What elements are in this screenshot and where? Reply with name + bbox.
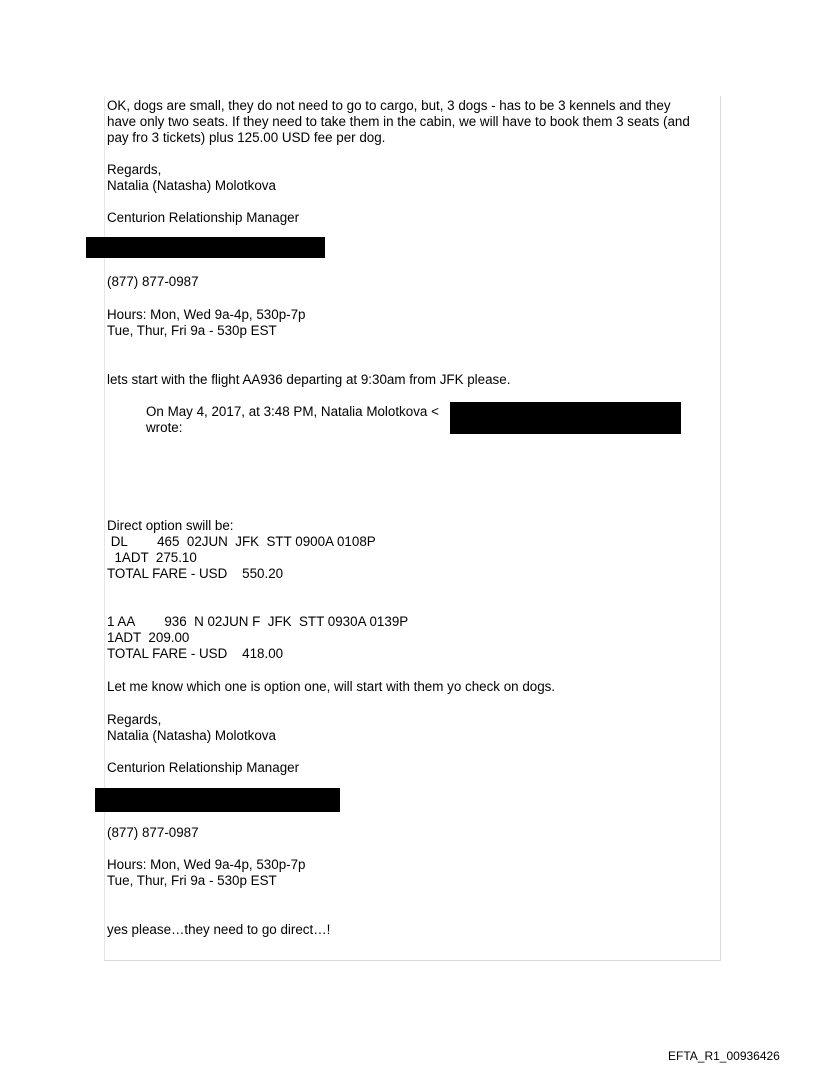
signature-regards: Regards, [107,712,162,727]
message-line: pay fro 3 tickets) plus 125.00 USD fee per dog. [107,130,386,145]
signature-phone: (877) 877-0987 [107,274,199,289]
signature-regards: Regards, [107,162,162,177]
redaction-bar [95,788,340,812]
signature-title: Centurion Relationship Manager [107,760,300,775]
quote-header: wrote: [146,420,183,435]
quote-header: On May 4, 2017, at 3:48 PM, Natalia Molotkova < [146,404,439,419]
fare-line: 1ADT 209.00 [107,630,190,645]
signature-hours: Hours: Mon, Wed 9a-4p, 530p-7p [107,307,306,322]
message-line: OK, dogs are small, they do not need to go to cargo, but, 3 dogs - has to be 3 kennels and they [107,98,671,113]
reply-text: lets start with the flight AA936 departing at 9:30am from JFK please. [107,372,511,387]
fare-line: 1ADT 275.10 [107,550,197,565]
signature-hours: Tue, Thur, Fri 9a - 530p EST [107,873,277,888]
options-closing: Let me know which one is option one, will start with them yo check on dogs. [107,679,556,694]
redaction-bar [450,402,681,434]
bates-number: EFTA_R1_00936426 [668,1049,780,1063]
flight-line: DL 465 02JUN JFK STT 0900A 0108P [107,534,376,549]
options-intro: Direct option swill be: [107,518,234,533]
redaction-bar [86,237,325,258]
signature-name: Natalia (Natasha) Molotkova [107,728,276,743]
signature-phone: (877) 877-0987 [107,825,199,840]
message-line: have only two seats. If they need to take them in the cabin, we will have to book them 3 seats (and [107,114,690,129]
signature-title: Centurion Relationship Manager [107,210,300,225]
total-fare: TOTAL FARE - USD 418.00 [107,646,284,661]
signature-hours: Tue, Thur, Fri 9a - 530p EST [107,323,277,338]
total-fare: TOTAL FARE - USD 550.20 [107,566,284,581]
reply-text: yes please…they need to go direct…! [107,922,331,937]
signature-hours: Hours: Mon, Wed 9a-4p, 530p-7p [107,857,306,872]
signature-name: Natalia (Natasha) Molotkova [107,178,276,193]
flight-line: 1 AA 936 N 02JUN F JFK STT 0930A 0139P [107,614,409,629]
